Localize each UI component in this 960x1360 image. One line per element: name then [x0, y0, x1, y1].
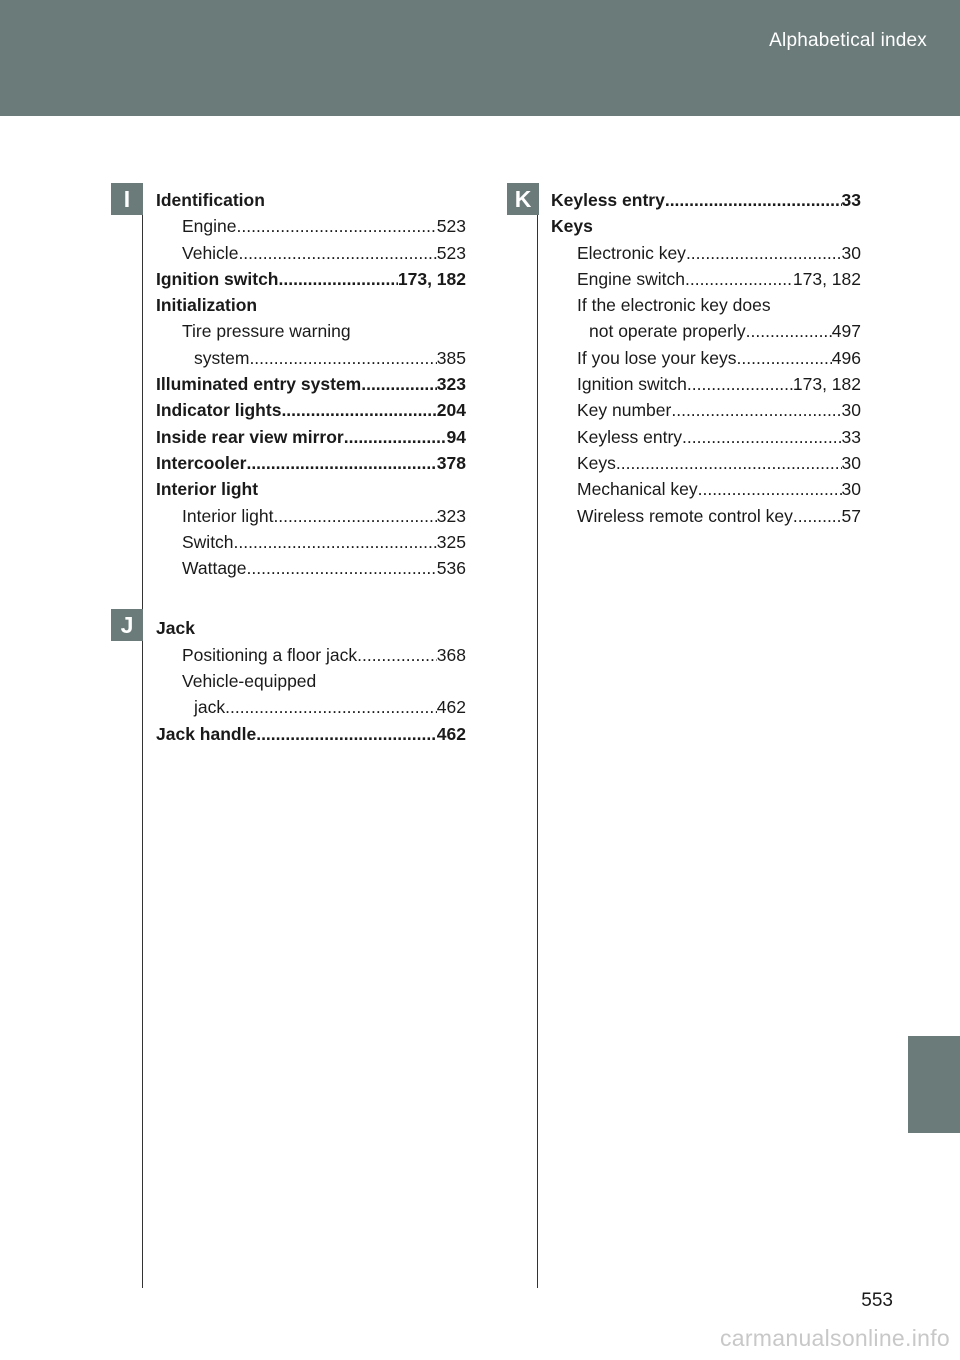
index-section-j	[156, 615, 466, 746]
entry-page-number: 323	[436, 374, 466, 395]
entry-label: Engine	[182, 216, 237, 237]
index-entry[interactable]	[156, 213, 466, 239]
entry-label: Switch	[182, 531, 234, 552]
index-entry[interactable]	[551, 476, 861, 502]
column-divider-right	[537, 183, 538, 1288]
dot-leader	[687, 371, 793, 397]
entry-page-number: 33	[841, 426, 861, 447]
header-bar	[0, 0, 960, 116]
entry-label: Identification	[156, 190, 265, 210]
entry-label: Ignition switch	[577, 374, 687, 395]
dot-leader	[686, 240, 842, 266]
index-column-right	[551, 187, 861, 529]
entry-page-number: 173, 182	[397, 268, 466, 289]
chapter-thumb-tab	[908, 1036, 960, 1133]
entry-label: Keys	[551, 216, 593, 237]
entry-label: Vehicle-equipped	[182, 671, 317, 692]
index-entry[interactable]	[156, 266, 466, 292]
index-section-i	[156, 187, 466, 581]
entry-page-number: 204	[436, 400, 466, 421]
dot-leader	[665, 187, 842, 213]
letter-tab-j: J	[111, 609, 143, 641]
entry-page-number: 57	[841, 505, 861, 526]
entry-label: Mechanical key	[577, 479, 698, 500]
dot-leader	[238, 240, 436, 266]
watermark: carmanualsonline.info	[719, 1325, 950, 1351]
dot-leader	[698, 476, 842, 502]
entry-page-number: 536	[436, 558, 466, 579]
entry-label: Interior light	[182, 505, 274, 526]
entry-label: not operate properly	[589, 321, 746, 342]
entry-page-number: 378	[436, 452, 466, 473]
section-gap	[156, 581, 466, 615]
index-entry[interactable]	[156, 642, 466, 668]
dot-leader	[746, 318, 832, 344]
entry-label: Indicator lights	[156, 400, 282, 421]
entry-page-number: 94	[446, 426, 466, 447]
column-divider-left	[142, 183, 143, 1288]
entry-label: Electronic key	[577, 242, 686, 263]
page-number: 553	[861, 1290, 893, 1311]
dot-leader	[237, 213, 437, 239]
dot-leader	[225, 694, 437, 720]
index-entry[interactable]	[156, 292, 466, 318]
dot-leader	[671, 397, 841, 423]
entry-label: Vehicle	[182, 242, 239, 263]
index-entry[interactable]	[156, 424, 466, 450]
entry-page-number: 30	[841, 452, 861, 473]
entry-label: Initialization	[156, 295, 258, 316]
index-entry[interactable]	[551, 371, 861, 397]
entry-label: Inside rear view mirror	[156, 426, 344, 447]
entry-label: Keyless entry	[577, 426, 683, 447]
dot-leader	[737, 345, 832, 371]
index-entry[interactable]	[156, 668, 466, 694]
dot-leader	[357, 642, 437, 668]
entry-page-number: 323	[436, 505, 466, 526]
dot-leader	[361, 371, 437, 397]
entry-page-number: 385	[436, 347, 466, 368]
entry-label: If the electronic key does	[577, 295, 771, 316]
entry-label: Jack	[156, 618, 195, 639]
letter-tab-i: I	[111, 183, 143, 215]
dot-leader	[279, 266, 398, 292]
entry-page-number: 462	[436, 723, 466, 744]
index-entry[interactable]	[551, 240, 861, 266]
entry-label: Keys	[577, 452, 616, 473]
entry-page-number: 497	[831, 321, 861, 342]
index-entry[interactable]	[551, 450, 861, 476]
index-entry[interactable]	[156, 318, 466, 344]
index-entry[interactable]	[551, 213, 861, 239]
entry-label: Wireless remote control key	[577, 505, 793, 526]
entry-page-number: 523	[436, 216, 466, 237]
entry-label: Key number	[577, 400, 672, 421]
index-entry[interactable]	[551, 187, 861, 213]
index-entry[interactable]	[156, 450, 466, 476]
dot-leader	[247, 555, 437, 581]
entry-page-number: 496	[831, 347, 861, 368]
index-entry[interactable]	[156, 694, 466, 720]
entry-label: jack	[194, 697, 226, 718]
index-entry[interactable]	[551, 424, 861, 450]
dot-leader	[344, 424, 447, 450]
dot-leader	[616, 450, 842, 476]
index-entry[interactable]	[551, 266, 861, 292]
dot-leader	[682, 424, 841, 450]
dot-leader	[234, 529, 437, 555]
index-entry[interactable]	[156, 476, 466, 502]
dot-leader	[793, 503, 842, 529]
entry-page-number: 30	[841, 242, 861, 263]
dot-leader	[256, 721, 437, 747]
letter-tab-k: K	[507, 183, 539, 215]
index-entry[interactable]	[156, 721, 466, 747]
entry-page-number: 523	[436, 242, 466, 263]
entry-label: Keyless entry	[551, 190, 665, 210]
index-column-left	[156, 187, 466, 747]
entry-page-number: 30	[841, 400, 861, 421]
index-entry[interactable]	[156, 555, 466, 581]
entry-page-number: 33	[841, 190, 861, 210]
index-entry[interactable]	[156, 371, 466, 397]
entry-page-number: 173, 182	[792, 374, 861, 395]
entry-label: Engine switch	[577, 268, 685, 289]
dot-leader	[273, 503, 436, 529]
entry-label: Wattage	[182, 558, 247, 579]
index-section-k	[551, 187, 861, 529]
index-entry[interactable]	[156, 529, 466, 555]
entry-label: system	[194, 347, 250, 368]
entry-page-number: 368	[436, 644, 466, 665]
entry-label: Tire pressure warning	[182, 321, 351, 342]
index-entry[interactable]	[156, 615, 466, 641]
index-entry[interactable]	[156, 503, 466, 529]
index-entry[interactable]	[156, 345, 466, 371]
index-entry[interactable]	[551, 292, 861, 318]
entry-page-number: 462	[436, 697, 466, 718]
index-entry[interactable]	[551, 345, 861, 371]
dot-leader	[246, 450, 436, 476]
dot-leader	[685, 266, 793, 292]
entry-page-number: 30	[841, 479, 861, 500]
entry-label: Jack handle	[156, 723, 257, 744]
entry-label: Ignition switch	[156, 268, 279, 289]
index-entry[interactable]	[551, 318, 861, 344]
index-entry[interactable]	[156, 240, 466, 266]
index-entry[interactable]	[551, 397, 861, 423]
dot-leader	[249, 345, 436, 371]
entry-label: Illuminated entry system	[156, 374, 362, 395]
index-entry[interactable]	[156, 187, 466, 213]
entry-label: Intercooler	[156, 452, 247, 473]
entry-page-number: 325	[436, 531, 466, 552]
entry-label: Positioning a floor jack	[182, 644, 358, 665]
entry-page-number: 173, 182	[792, 268, 861, 289]
section-title: Alphabetical index	[769, 30, 927, 51]
dot-leader	[281, 397, 436, 423]
entry-label: Interior light	[156, 479, 259, 500]
index-entry[interactable]	[551, 503, 861, 529]
index-entry[interactable]	[156, 397, 466, 423]
entry-label: If you lose your keys	[577, 347, 737, 368]
